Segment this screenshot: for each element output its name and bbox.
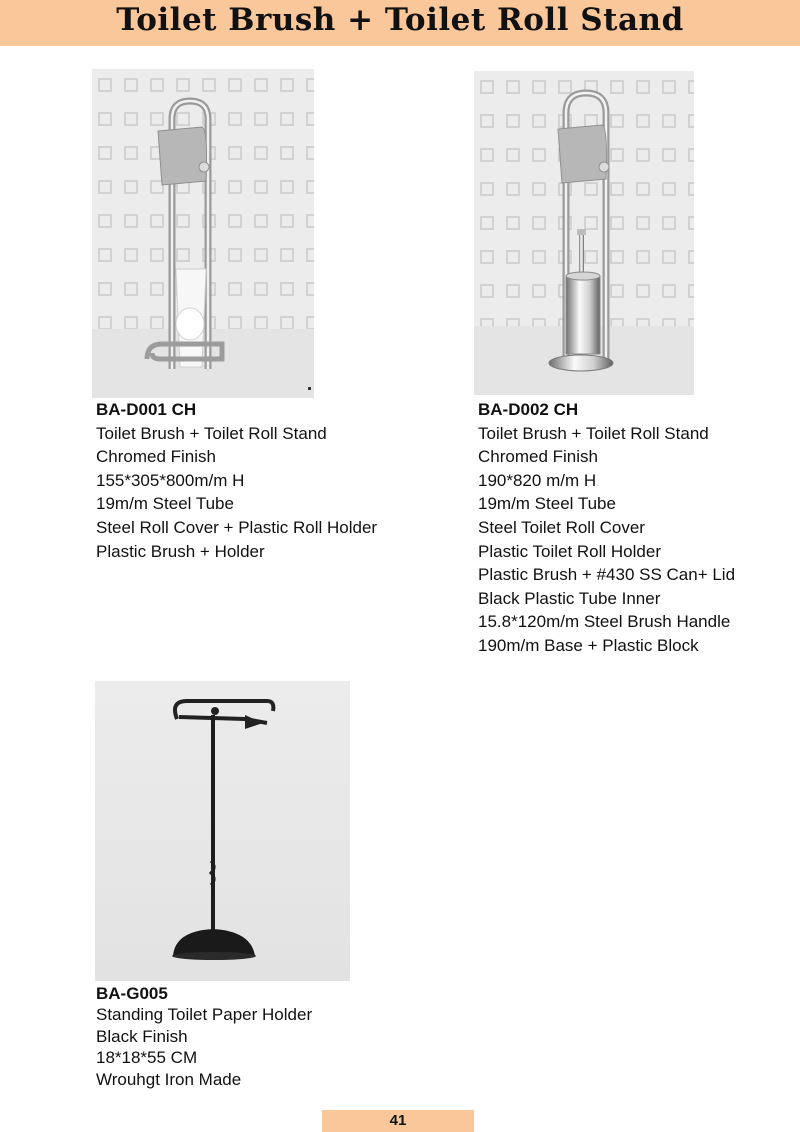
spec-line: 15.8*120m/m Steel Brush Handle: [478, 612, 731, 632]
page-title: Toilet Brush + Toilet Roll Stand: [116, 2, 684, 38]
product-spec-ba-d001: [96, 398, 377, 563]
spec-line: 19m/m Steel Tube: [478, 494, 616, 514]
spec-line: Standing Toilet Paper Holder: [96, 1005, 313, 1025]
spec-line: Black Finish: [96, 1026, 188, 1046]
spec-line: 155*305*800m/m H: [96, 470, 245, 490]
page-number: 41: [322, 1110, 474, 1132]
spec-line: Plastic Brush + Holder: [96, 541, 265, 561]
spec-line: Wrouhgt Iron Made: [96, 1069, 242, 1089]
spec-line: Steel Roll Cover + Plastic Roll Holder: [96, 517, 378, 537]
spec-line: 19m/m Steel Tube: [96, 494, 234, 514]
product-photo-ba-d001: [92, 69, 314, 398]
spec-line: 190m/m Base + Plastic Block: [478, 635, 699, 655]
product-spec-ba-d002: [478, 398, 735, 658]
product-photo-ba-g005: [95, 681, 350, 981]
spec-line: Toilet Brush + Toilet Roll Stand: [96, 423, 327, 443]
spec-line: Chromed Finish: [478, 447, 598, 467]
product-code: BA-D001 CH: [96, 400, 197, 419]
product-photo-ba-d002: [474, 71, 694, 395]
spec-line: Chromed Finish: [96, 447, 216, 467]
spec-line: Steel Toilet Roll Cover: [478, 517, 645, 537]
product-code: BA-G005: [96, 984, 168, 1003]
spec-line: Plastic Toilet Roll Holder: [478, 541, 661, 561]
spec-line: 18*18*55 CM: [96, 1048, 198, 1068]
product-code: BA-D002 CH: [478, 400, 579, 419]
spec-line: Plastic Brush + #430 SS Can+ Lid: [478, 565, 736, 585]
spec-line: Black Plastic Tube Inner: [478, 588, 661, 608]
spec-line: 190*820 m/m H: [478, 470, 597, 490]
product-spec-ba-g005: [96, 983, 312, 1090]
spec-line: Toilet Brush + Toilet Roll Stand: [478, 423, 709, 443]
